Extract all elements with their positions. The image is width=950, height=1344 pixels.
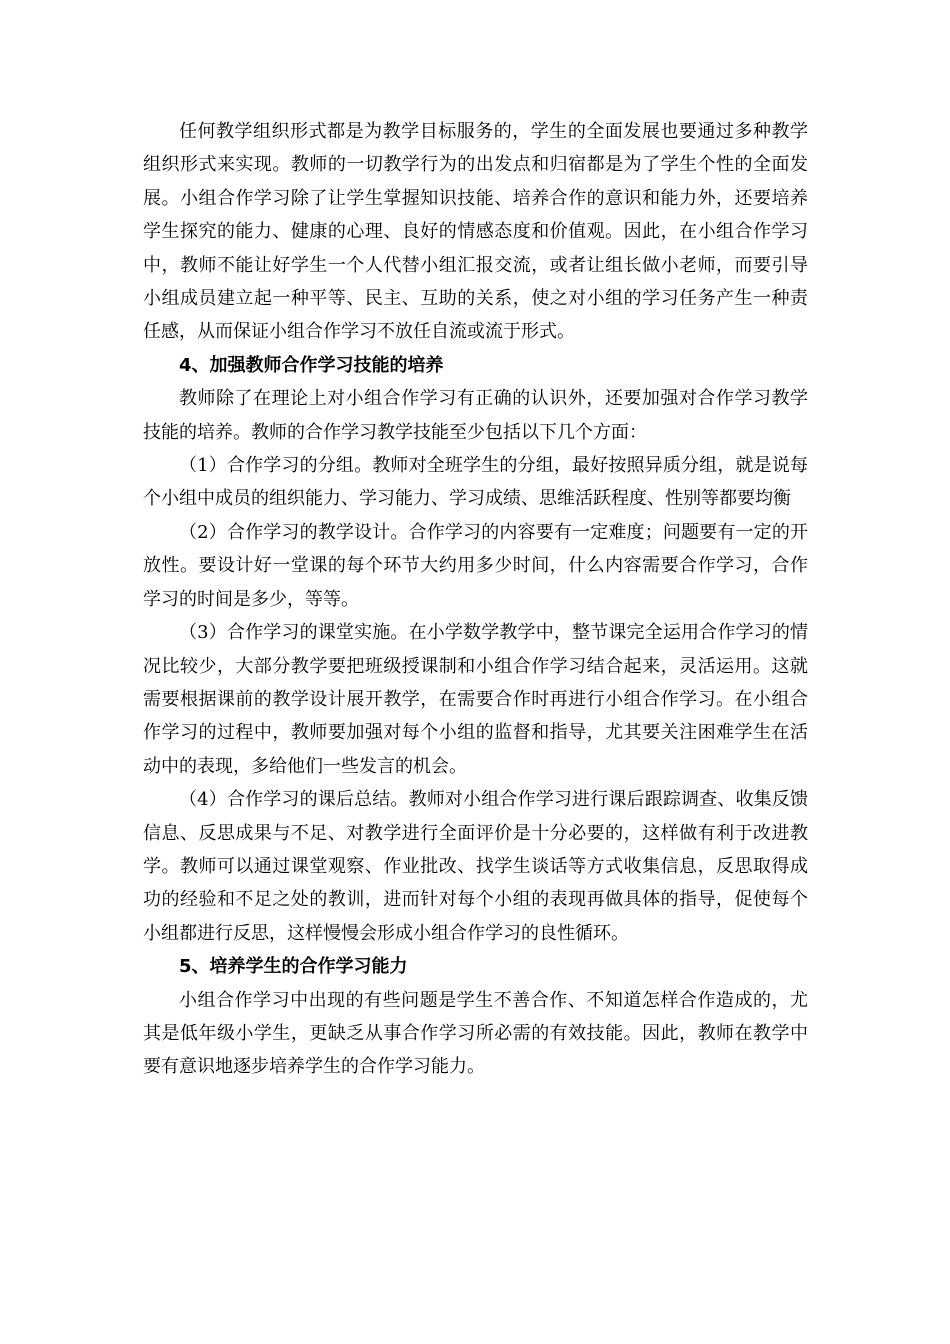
paragraph-intro: 任何教学组织形式都是为教学目标服务的，学生的全面发展也要通过多种教学组织形式来实现。教师的一切教学行为的出发点和归宿都是为了学生个性的全面发展。小组合作学习除了让学生掌握知识技能、培养合作的意识和能力外，还要培养学生探究的能力、健康的心理、良好的情感态度和价值观。因此，在小组合作学习中，教师不能让好学生一个人代替小组汇报交流，或者让组长做小老师，而要引导小组成员建立起一种平等、民主、互助的关系，使之对小组的学习任务产生一种责任感，从而保证小组合作学习不放任自流或流于形式。	[143, 121, 808, 343]
document-body	[143, 115, 808, 1084]
paragraph-summary: （4）合作学习的课后总结。教师对小组合作学习进行课后跟踪调查、收集反馈信息、反思成果与不足、对教学进行全面评价是十分必要的，这样做有利于改进教学。教师可以通过课堂观察、作业批改、找学生谈话等方式收集信息，反思取得成功的经验和不足之处的教训，进而针对每个小组的表现再做具体的指导，促使每个小组都进行反思，这样慢慢会形成小组合作学习的良性循环。	[143, 789, 808, 944]
paragraph-teacher-skills: 教师除了在理论上对小组合作学习有正确的认识外，还要加强对合作学习教学技能的培养。教师的合作学习教学技能至少包括以下几个方面：	[143, 388, 808, 443]
paragraph-implementation: （3）合作学习的课堂实施。在小学数学教学中，整节课完全运用合作学习的情况比较少，大部分教学要把班级授课制和小组合作学习结合起来，灵活运用。这就需要根据课前的教学设计展开教学，在需要合作时再进行小组合作学习。在小组合作学习的过程中，教师要加强对每个小组的监督和指导，尤其要关注困难学生在活动中的表现，多给他们一些发言的机会。	[143, 622, 808, 777]
paragraph-student-ability: 小组合作学习中出现的有些问题是学生不善合作、不知道怎样合作造成的，尤其是低年级小学生，更缺乏从事合作学习所必需的有效技能。因此，教师在教学中要有意识地逐步培养学生的合作学习能力。	[143, 989, 808, 1078]
paragraph-design: （2）合作学习的教学设计。合作学习的内容要有一定难度；问题要有一定的开放性。要设计好一堂课的每个环节大约用多少时间，什么内容需要合作学习，合作学习的时间是多少，等等。	[143, 521, 808, 610]
section-heading-4: 4、加强教师合作学习技能的培养	[179, 354, 444, 376]
paragraph-grouping: （1）合作学习的分组。教师对全班学生的分组，最好按照异质分组，就是说每个小组中成员的组织能力、学习能力、学习成绩、思维活跃程度、性别等都要均衡	[143, 455, 808, 510]
section-heading-5: 5、培养学生的合作学习能力	[179, 956, 408, 978]
